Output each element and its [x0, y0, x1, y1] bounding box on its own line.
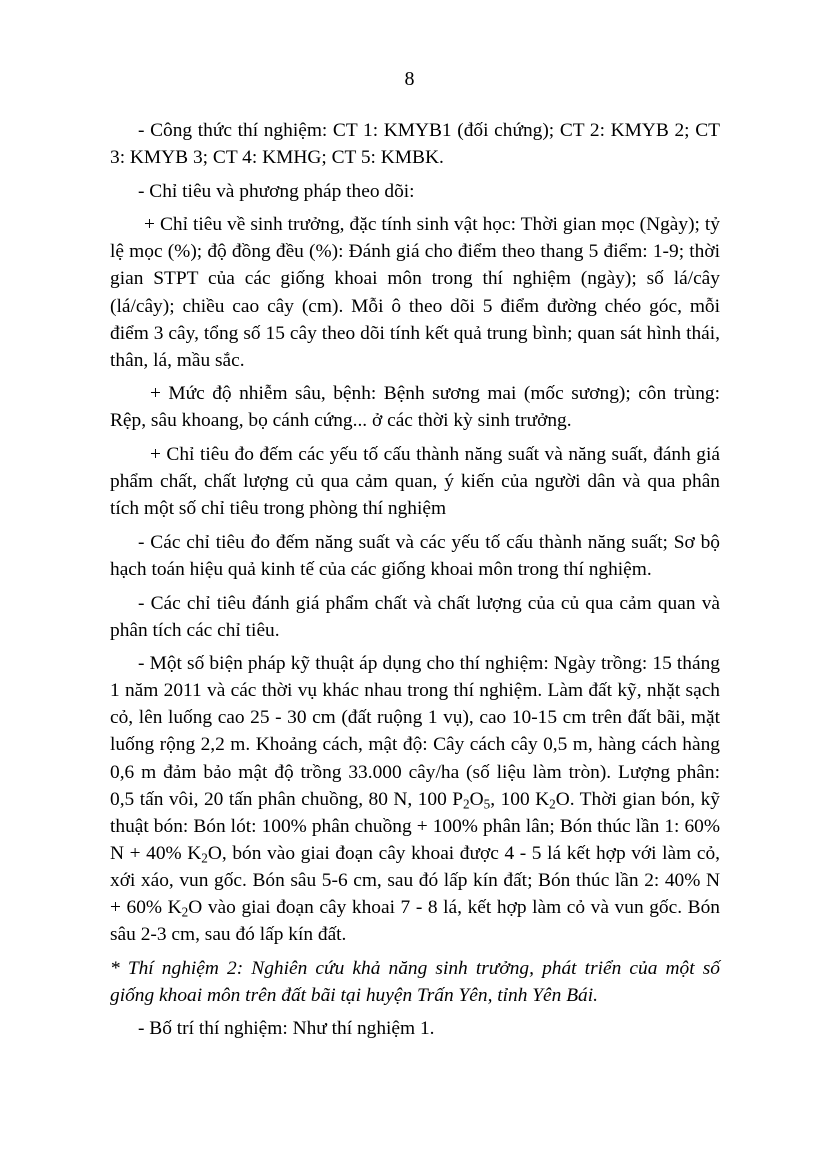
subscript: 2 — [549, 795, 556, 811]
page-body — [110, 117, 720, 1049]
techniques-text-4: O. Thời gian bón, kỹ thuật bón: Bón lót: 100% phân chuồng + 100% phân lân; Bón thúc lần 1: 60% N + 40% K — [110, 788, 720, 864]
paragraph-quality-evaluation: - Các chỉ tiêu đánh giá phẩm chất và chất lượng của củ qua cảm quan và phân tích các chỉ tiêu. — [110, 592, 720, 641]
paragraph-yield-indicators: + Chỉ tiêu đo đếm các yếu tố cấu thành năng suất và năng suất, đánh giá phẩm chất, chất lượng củ qua cảm quan, ý kiến của người dân và qua phân tích một số chỉ tiêu trong phòng thí nghiệm — [110, 444, 720, 520]
page-number: 8 — [404, 68, 415, 90]
techniques-text-1: - Một số biện pháp kỹ thuật áp dụng cho thí nghiệm: Ngày trồng: 15 tháng 1 năm 2011 và các thời vụ khác nhau trong thí nghiệm. Làm đất kỹ, nhặt sạch cỏ, lên luống cao 25 - 30 cm (đất ruộng 1 vụ), cao 10-15 cm trên đất bãi, mặt luống rộng 2,2 m. Khoảng cách, mật độ: Cây cách cây 0,5 m, hàng cách hàng 0,6 m đảm bảo mật độ trồng 33.000 cây/ha (số liệu làm tròn). Lượng phân: 0,5 tấn vôi, 20 tấn phân chuồng, 80 N, 100 P — [110, 653, 720, 810]
techniques-text-6: O vào giai đoạn cây khoai 7 - 8 lá, kết hợp làm cỏ và vun gốc. Bón sâu 2-3 cm, sau đó lấp kín đất. — [110, 897, 720, 946]
paragraph-indicators-heading: - Chỉ tiêu và phương pháp theo dõi: — [138, 180, 415, 202]
paragraph-yield-measurement: - Các chỉ tiêu đo đếm năng suất và các yếu tố cấu thành năng suất; Sơ bộ hạch toán hiệu quả kinh tế của các giống khoai môn trong thí nghiệm. — [110, 531, 720, 580]
paragraph-pest-disease: + Mức độ nhiễm sâu, bệnh: Bệnh sương mai (mốc sương); côn trùng: Rệp, sâu khoang, bọ cánh cứng... ở các thời kỳ sinh trưởng. — [110, 383, 720, 432]
paragraph-techniques — [110, 650, 720, 948]
subscript: 2 — [181, 904, 189, 920]
techniques-text-2: O — [469, 788, 484, 810]
techniques-text-5: O, bón vào giai đoạn cây khoai được 4 - 5 lá kết hợp với làm cỏ, xới xáo, vun gốc. Bón sâu 5-6 cm, sau đó lấp kín đất; Bón thúc lần 2: 40% N + 60% K — [110, 842, 720, 919]
experiment-2-heading: * Thí nghiệm 2: Nghiên cứu khả năng sinh trưởng, phát triển của một số giống khoai môn trên đất bãi tại huyện Trấn Yên, tỉnh Yên Bái. — [110, 957, 720, 1006]
paragraph-experiment-formulas: - Công thức thí nghiệm: CT 1: KMYB1 (đối chứng); CT 2: KMYB 2; CT 3: KMYB 3; CT 4: KMHG; CT 5: KMBK. — [110, 120, 720, 169]
paragraph-growth-indicators: + Chỉ tiêu về sinh trưởng, đặc tính sinh vật học: Thời gian mọc (Ngày); tỷ lệ mọc (%); độ đồng đều (%): Đánh giá cho điểm theo thang 5 điểm: 1-9; thời gian STPT của các giống khoai môn trong thí nghiệm (ngày); số lá/cây (lá/cây); chiều cao cây (cm). Mỗi ô theo dõi 5 điểm đường chéo góc, mỗi điểm 3 cây, tổng số 15 cây theo dõi tính kết quả trung bình; quan sát hình thái, thân, lá, mầu sắc. — [110, 214, 720, 371]
subscript: 2 — [201, 850, 208, 866]
techniques-text-3: , 100 K — [490, 788, 550, 810]
subscript: 2 — [463, 795, 470, 811]
paragraph-layout: - Bố trí thí nghiệm: Như thí nghiệm 1. — [138, 1018, 435, 1040]
subscript: 5 — [483, 795, 491, 811]
